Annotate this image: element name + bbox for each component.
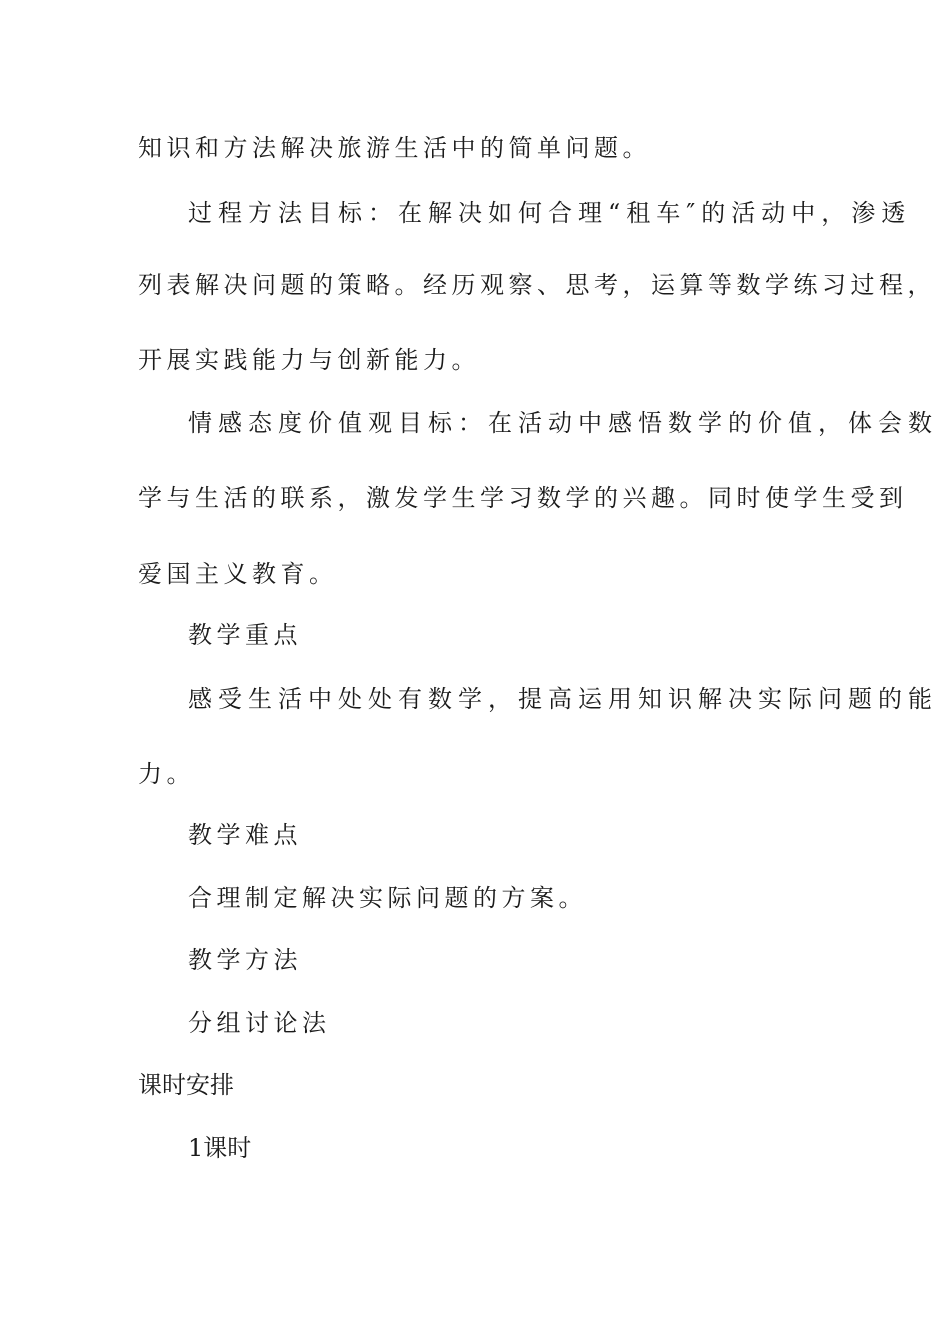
paragraph-line: 合理制定解决实际问题的方案。 (188, 884, 587, 912)
paragraph-line: 情感态度价值观目标：在活动中感悟数学的价值，体会数 (188, 409, 938, 437)
paragraph-line: 学与生活的联系，激发学生学习数学的兴趣。同时使学生受到 (138, 484, 908, 512)
section-heading: 课时安排 (138, 1071, 234, 1099)
paragraph-line: 感受生活中处处有数学，提高运用知识解决实际问题的能 (188, 685, 938, 713)
paragraph-line: 分组讨论法 (188, 1009, 331, 1037)
paragraph-line: 爱国主义教育。 (138, 560, 338, 588)
paragraph-line: 过程方法目标：在解决如何合理“租车″的活动中，渗透 (188, 199, 912, 227)
paragraph-line: 知识和方法解决旅游生活中的简单问题。 (138, 134, 651, 162)
section-heading: 教学方法 (188, 946, 302, 974)
paragraph-line: 开展实践能力与创新能力。 (138, 346, 480, 374)
paragraph-line: 1课时 (188, 1134, 252, 1162)
paragraph-line: 力。 (138, 760, 195, 788)
section-heading: 教学重点 (188, 621, 302, 649)
section-heading: 教学难点 (188, 821, 302, 849)
paragraph-line: 列表解决问题的策略。经历观察、思考，运算等数学练习过程， (138, 271, 936, 299)
